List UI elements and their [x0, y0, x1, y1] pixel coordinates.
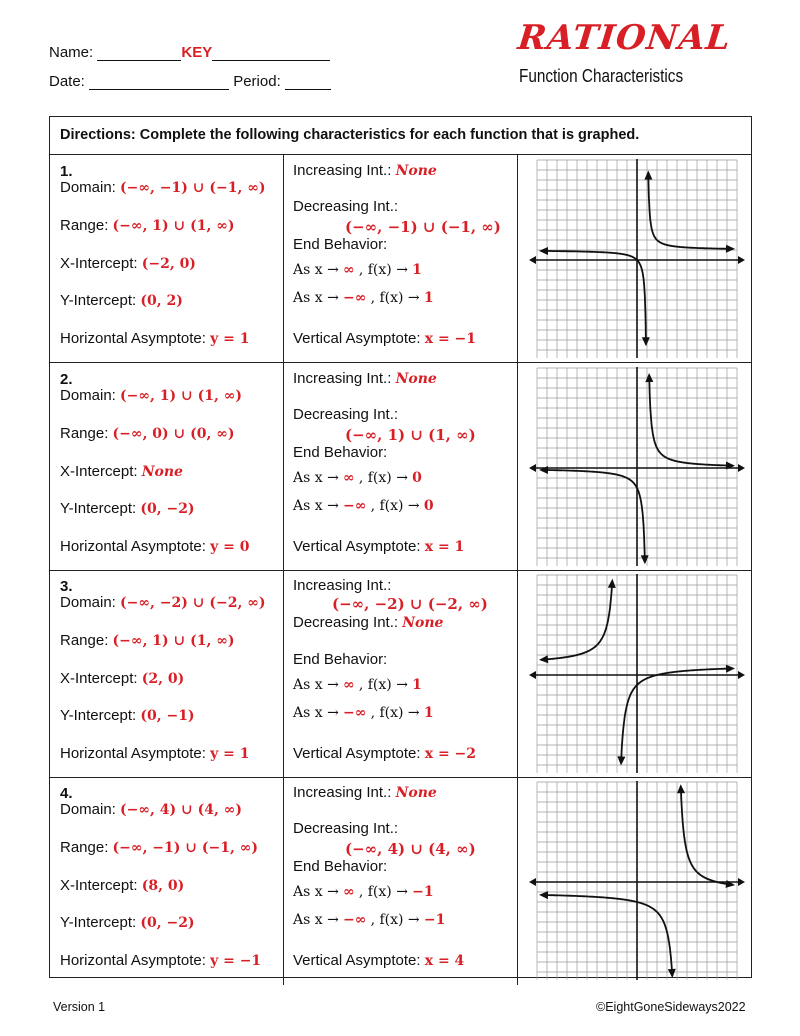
copyright: ©EightGoneSideways2022 [596, 1000, 746, 1014]
domain [60, 387, 242, 404]
vertical-asymptote [293, 952, 464, 969]
horizontal-asymptote-label: Horizontal Asymptote: [60, 745, 206, 762]
increasing-interval-label: Increasing Int.: [293, 162, 392, 179]
problem-row-1 [50, 155, 751, 363]
horizontal-asymptote-value: y = 1 [210, 331, 250, 347]
problem-row-3 [50, 570, 751, 778]
vertical-asymptote-label: Vertical Asymptote: [293, 745, 421, 762]
x-intercept-label: X-Intercept: [60, 255, 138, 272]
vertical-asymptote-label: Vertical Asymptote: [293, 952, 421, 969]
end-behavior-neg [293, 497, 434, 514]
decreasing-interval [293, 614, 443, 631]
y-intercept-label: Y-Intercept: [60, 707, 137, 724]
curve-arrow [677, 784, 685, 793]
range-value: (−∞, 0) ∪ (0, ∞) [112, 426, 235, 442]
name-label: Name: [49, 44, 94, 61]
problem-number: 1. [60, 163, 73, 180]
column-divider [283, 155, 284, 362]
vertical-asymptote-value: x = −1 [424, 331, 477, 347]
curve-arrow [644, 171, 652, 180]
end-y-value: 1 [412, 677, 422, 693]
end-behavior-neg [293, 911, 445, 928]
page-title: RATIONAL [515, 18, 734, 58]
graph-container [527, 366, 747, 566]
x-intercept-value: (8, 0) [141, 878, 185, 894]
end-y-value: 0 [412, 470, 422, 486]
problem-row-4 [50, 777, 751, 985]
increasing-interval-value: None [395, 163, 437, 179]
as-x-label: As x → [293, 262, 339, 278]
y-intercept-label: Y-Intercept: [60, 500, 137, 517]
domain [60, 594, 266, 611]
name-line [49, 44, 330, 61]
range-label: Range: [60, 425, 109, 442]
date-blank [89, 74, 229, 90]
fx-label: , f(x) → [358, 884, 408, 900]
end-behavior-pos [293, 469, 422, 486]
end-x-value: ∞ [343, 884, 355, 900]
problem-number: 4. [60, 785, 73, 802]
vertical-asymptote-value: x = 1 [424, 539, 465, 555]
column-divider [283, 570, 284, 777]
name-blank-left [97, 45, 181, 61]
y-intercept [60, 914, 195, 931]
range [60, 839, 258, 856]
problem-number: 3. [60, 578, 73, 595]
end-x-value: ∞ [343, 262, 355, 278]
vertical-asymptote [293, 330, 476, 347]
end-behavior-neg [293, 704, 434, 721]
domain-label: Domain: [60, 594, 116, 611]
x-intercept [60, 670, 184, 687]
x-intercept [60, 463, 183, 480]
curve-arrow [668, 969, 676, 978]
as-x-label: As x → [293, 705, 339, 721]
worksheet-table [49, 116, 752, 978]
name-blank-right [212, 45, 330, 61]
column-divider [283, 363, 284, 570]
horizontal-asymptote-value: y = 0 [210, 539, 250, 555]
curve-left-branch [541, 581, 612, 660]
curve-arrow [726, 245, 735, 253]
increasing-interval [293, 784, 437, 801]
increasing-interval-value: None [395, 785, 437, 801]
range [60, 217, 235, 234]
horizontal-asymptote-label: Horizontal Asymptote: [60, 538, 206, 555]
name-value: KEY [181, 44, 213, 61]
x-axis-arrow-left [529, 256, 536, 264]
curve-arrow [539, 247, 548, 255]
end-y-value: 1 [412, 262, 422, 278]
vertical-asymptote [293, 745, 476, 762]
horizontal-asymptote-value: y = −1 [210, 953, 262, 969]
vertical-asymptote-value: x = −2 [424, 746, 477, 762]
x-intercept-label: X-Intercept: [60, 670, 138, 687]
column-divider [517, 777, 518, 985]
curve-arrow [645, 373, 653, 382]
column-divider [517, 155, 518, 362]
y-intercept-value: (0, 2) [140, 293, 183, 309]
end-x-value: ∞ [343, 470, 355, 486]
range-value: (−∞, 1) ∪ (1, ∞) [112, 633, 235, 649]
x-axis-arrow-left [529, 878, 536, 886]
horizontal-asymptote-label: Horizontal Asymptote: [60, 330, 206, 347]
curve-arrow [726, 880, 736, 888]
end-behavior-label: End Behavior: [293, 651, 388, 668]
y-intercept [60, 292, 183, 309]
increasing-value: (−∞, −2) ∪ (−2, ∞) [332, 595, 488, 613]
horizontal-asymptote-value: y = 1 [210, 746, 250, 762]
increasing-interval [293, 162, 437, 179]
period-label: Period: [233, 73, 281, 90]
increasing-interval [293, 370, 437, 387]
end-behavior-neg [293, 289, 434, 306]
y-intercept-value: (0, −1) [140, 708, 195, 724]
x-axis-arrow-right [738, 878, 745, 886]
graph-container [527, 780, 747, 980]
end-behavior-label: End Behavior: [293, 858, 388, 875]
function-graph [527, 158, 747, 358]
horizontal-asymptote-label: Horizontal Asymptote: [60, 952, 206, 969]
function-graph [527, 366, 747, 566]
period-blank [285, 74, 331, 90]
vertical-asymptote-label: Vertical Asymptote: [293, 330, 421, 347]
column-divider [517, 363, 518, 570]
curve-right-branch [648, 173, 733, 249]
end-y-value: 1 [423, 705, 434, 721]
curve-arrow [539, 655, 548, 663]
end-x-value: −∞ [343, 498, 367, 514]
horizontal-asymptote [60, 952, 261, 969]
page-subtitle: Function Characteristics [519, 66, 684, 86]
fx-label: , f(x) → [358, 470, 408, 486]
increasing-interval-value: None [395, 371, 437, 387]
horizontal-asymptote [60, 538, 249, 555]
version-label: Version 1 [53, 1000, 106, 1014]
curve-arrow [608, 579, 616, 588]
range [60, 632, 235, 649]
as-x-label: As x → [293, 290, 339, 306]
end-y-value: 1 [423, 290, 434, 306]
x-intercept-value: None [141, 464, 183, 480]
fx-label: , f(x) → [370, 498, 420, 514]
domain-label: Domain: [60, 179, 116, 196]
decreasing-interval-label: Decreasing Int.: [293, 614, 399, 631]
curve-arrow [642, 337, 650, 346]
as-x-label: As x → [293, 677, 339, 693]
decreasing-value: (−∞, −1) ∪ (−1, ∞) [345, 218, 501, 236]
y-intercept-value: (0, −2) [140, 915, 195, 931]
vertical-asymptote-value: x = 4 [424, 953, 465, 969]
x-intercept-label: X-Intercept: [60, 877, 138, 894]
range-label: Range: [60, 839, 109, 856]
x-axis-arrow-right [738, 671, 745, 679]
end-y-value: 0 [423, 498, 434, 514]
problem-row-2 [50, 363, 751, 571]
graph-container [527, 158, 747, 358]
range [60, 425, 235, 442]
domain-label: Domain: [60, 387, 116, 404]
fx-label: , f(x) → [370, 705, 420, 721]
horizontal-asymptote [60, 330, 249, 347]
date-line [49, 73, 331, 90]
column-divider [283, 777, 284, 985]
x-axis-arrow-right [738, 256, 745, 264]
as-x-label: As x → [293, 884, 339, 900]
end-behavior-pos [293, 676, 422, 693]
x-intercept [60, 877, 184, 894]
end-x-value: ∞ [343, 677, 355, 693]
decreasing-value: (−∞, 4) ∪ (4, ∞) [345, 840, 476, 858]
fx-label: , f(x) → [358, 262, 408, 278]
domain-value: (−∞, −2) ∪ (−2, ∞) [120, 595, 266, 611]
end-x-value: −∞ [343, 290, 367, 306]
increasing-interval-label: Increasing Int.: [293, 370, 392, 387]
range-label: Range: [60, 217, 109, 234]
horizontal-asymptote [60, 745, 249, 762]
directions: Directions: Complete the following characteristics for each function that is graphed. [50, 117, 751, 155]
decreasing-label: Decreasing Int.: [293, 406, 399, 423]
vertical-asymptote [293, 538, 464, 555]
function-graph [527, 573, 747, 773]
as-x-label: As x → [293, 498, 339, 514]
decreasing-label: Decreasing Int.: [293, 198, 399, 215]
graph-container [527, 573, 747, 773]
fx-label: , f(x) → [358, 677, 408, 693]
x-axis-arrow-left [529, 671, 536, 679]
domain-value: (−∞, 1) ∪ (1, ∞) [120, 388, 243, 404]
end-behavior-pos [293, 261, 422, 278]
range-label: Range: [60, 632, 109, 649]
x-intercept-label: X-Intercept: [60, 463, 138, 480]
fx-label: , f(x) → [370, 290, 420, 306]
domain [60, 801, 242, 818]
domain [60, 179, 266, 196]
curve-arrow [617, 756, 625, 765]
function-graph [527, 780, 747, 980]
domain-label: Domain: [60, 801, 116, 818]
y-intercept-label: Y-Intercept: [60, 914, 137, 931]
end-behavior-label: End Behavior: [293, 444, 388, 461]
as-x-label: As x → [293, 912, 339, 928]
y-intercept [60, 707, 195, 724]
domain-value: (−∞, 4) ∪ (4, ∞) [120, 802, 243, 818]
as-x-label: As x → [293, 470, 339, 486]
fx-label: , f(x) → [370, 912, 420, 928]
curve-arrow [641, 555, 649, 564]
x-intercept [60, 255, 196, 272]
x-intercept-value: (2, 0) [141, 671, 185, 687]
end-x-value: −∞ [343, 705, 367, 721]
end-y-value: −1 [412, 884, 434, 900]
domain-value: (−∞, −1) ∪ (−1, ∞) [120, 180, 266, 196]
x-axis-arrow-left [529, 464, 536, 472]
range-value: (−∞, −1) ∪ (−1, ∞) [112, 840, 259, 856]
y-intercept-value: (0, −2) [140, 501, 195, 517]
x-axis-arrow-right [738, 464, 745, 472]
decreasing-label: Decreasing Int.: [293, 820, 399, 837]
curve-left-branch [541, 895, 672, 976]
y-intercept [60, 500, 195, 517]
y-intercept-label: Y-Intercept: [60, 292, 137, 309]
problem-number: 2. [60, 371, 73, 388]
column-divider [517, 570, 518, 777]
range-value: (−∞, 1) ∪ (1, ∞) [112, 218, 235, 234]
decreasing-value: (−∞, 1) ∪ (1, ∞) [345, 426, 476, 444]
curve-arrow [726, 665, 735, 673]
date-label: Date: [49, 73, 85, 90]
x-intercept-value: (−2, 0) [141, 256, 196, 272]
end-y-value: −1 [423, 912, 446, 928]
end-behavior-label: End Behavior: [293, 236, 388, 253]
increasing-interval-label: Increasing Int.: [293, 784, 392, 801]
end-behavior-pos [293, 883, 434, 900]
curve-left-branch [541, 470, 645, 562]
curve-right-branch [649, 375, 733, 466]
end-x-value: −∞ [343, 912, 367, 928]
decreasing-interval-value: None [402, 615, 444, 631]
increasing-label: Increasing Int.: [293, 577, 392, 594]
vertical-asymptote-label: Vertical Asymptote: [293, 538, 421, 555]
